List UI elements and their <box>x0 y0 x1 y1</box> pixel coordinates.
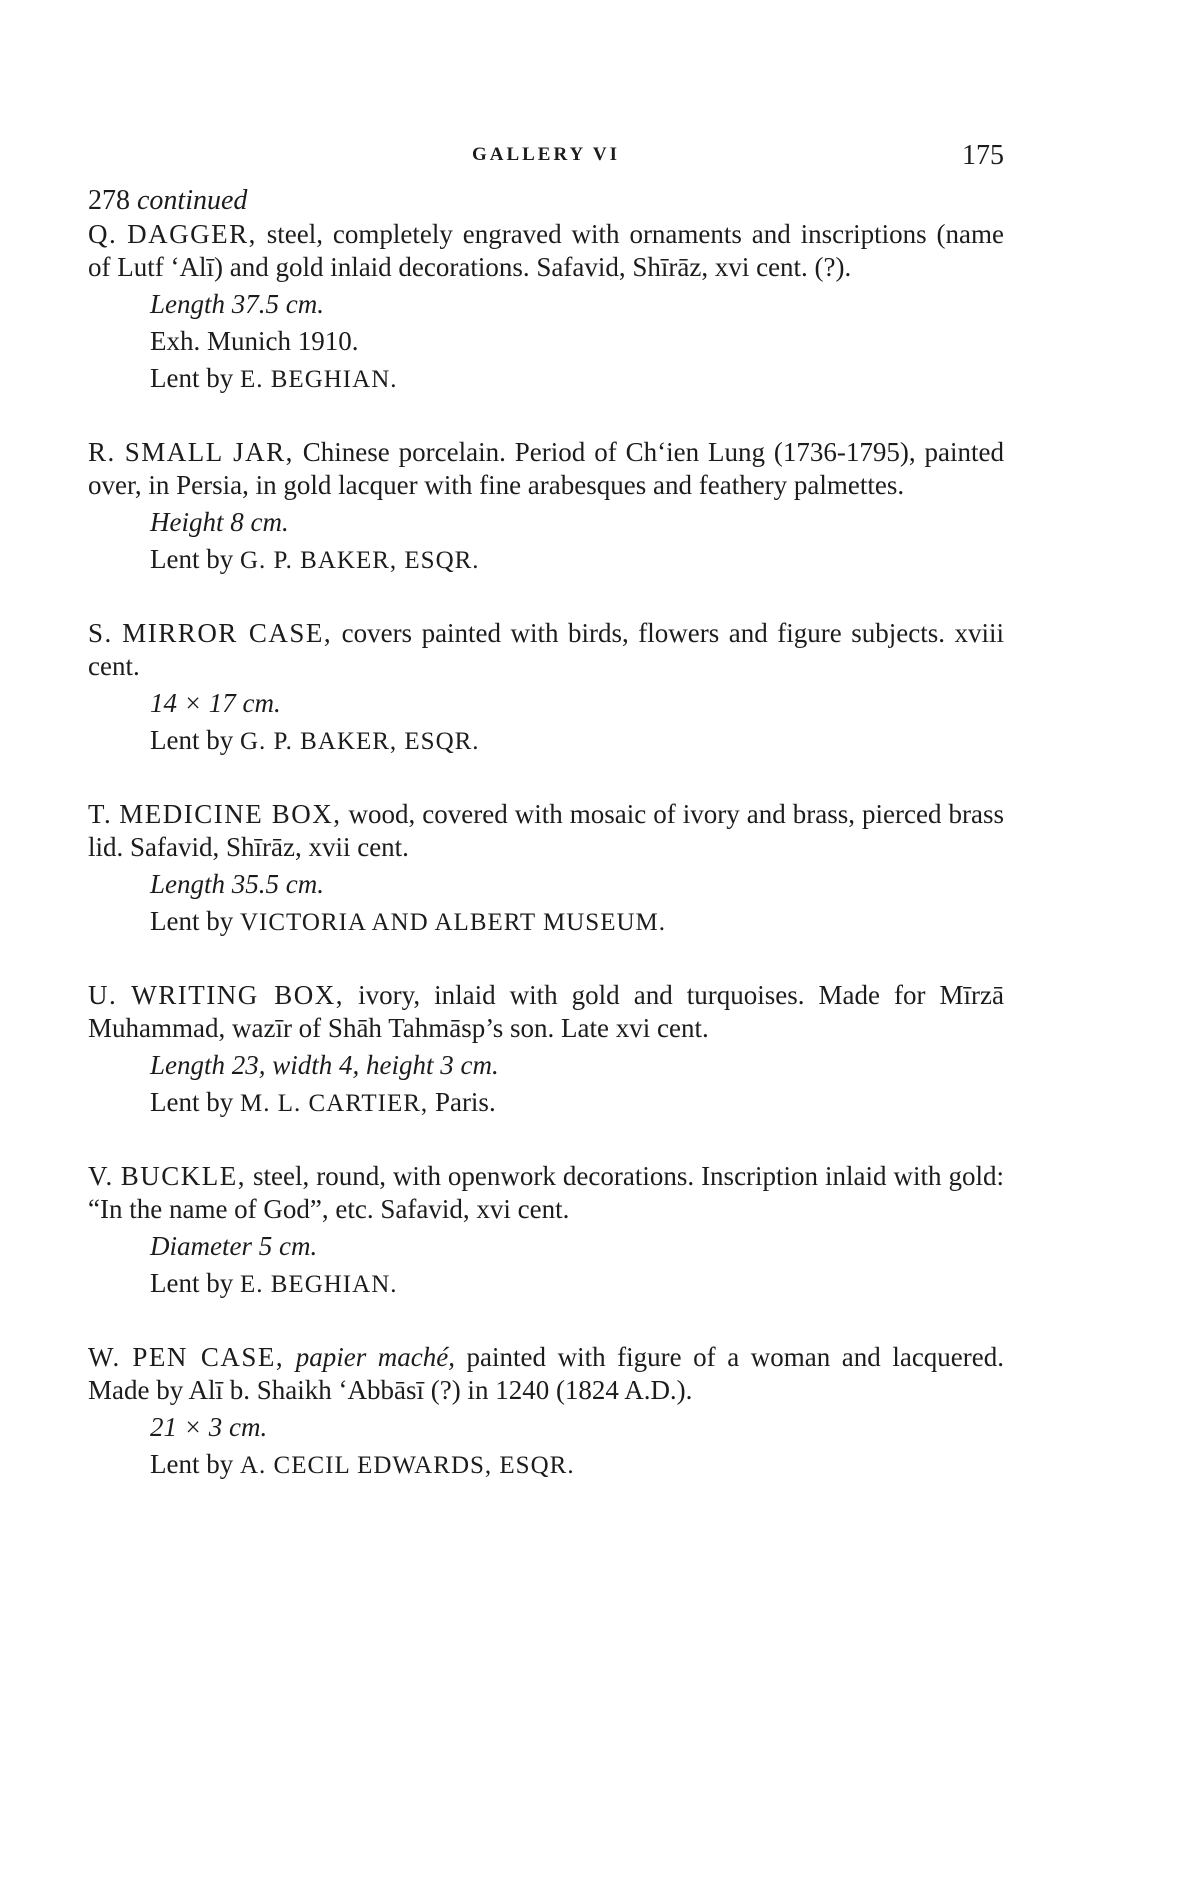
lender-name: VICTORIA AND ALBERT MUSEUM. <box>239 909 666 936</box>
continued-heading <box>88 184 1004 218</box>
entry-text: ivory, inlaid with gold and turquoises. Made for Mīrzā Muhammad, wazīr of Shāh Tahmāsp’s son. Late xvi cent. <box>88 980 1005 1043</box>
entry-lender <box>150 362 1004 396</box>
catalogue-entry-q <box>88 218 1004 396</box>
entry-letter: W. <box>88 1342 121 1372</box>
entry-title: DAGGER, <box>127 219 257 249</box>
lender-name: G. P. BAKER, ESQR. <box>239 728 480 755</box>
lender-name: G. P. BAKER, ESQR. <box>239 547 480 574</box>
entry-title: PEN CASE, <box>132 1342 285 1372</box>
entry-letter: T. <box>88 799 113 829</box>
entry-dimension: Height 8 cm. <box>150 507 289 537</box>
catalogue-entry-t <box>88 798 1004 939</box>
entry-title: SMALL JAR, <box>124 437 294 467</box>
lent-prefix: Lent by <box>150 1087 240 1117</box>
entry-text: Chinese porcelain. Period of Ch‘ien Lung (1736-1795), painted over, in Persia, in gold lacquer with fine arabesques and feathery palmettes. <box>88 437 1004 500</box>
continued-number: 278 <box>88 185 130 216</box>
entry-text: painted with figure of a woman and lacquered. Made by Alī b. Shaikh ‘Abbāsī (?) in 1240 (1824 A.D.). <box>88 1342 1005 1405</box>
entry-title: WRITING BOX, <box>131 980 345 1010</box>
lent-suffix: Paris. <box>428 1087 496 1117</box>
lender-name: A. CECIL EDWARDS, ESQR. <box>239 1452 575 1479</box>
page-content <box>88 184 1004 1522</box>
entry-dimension: Length 37.5 cm. <box>150 289 324 319</box>
entry-dimension: Length 35.5 cm. <box>150 869 324 899</box>
lender-name: M. L. CARTIER, <box>239 1090 429 1117</box>
entry-text: wood, covered with mosaic of ivory and brass, pierced brass lid. Safavid, Shīrāz, xvii cent. <box>88 799 1004 862</box>
entry-dimension: 14 × 17 cm. <box>150 688 281 718</box>
entry-letter: Q. <box>88 219 118 249</box>
entry-text: steel, completely engraved with ornaments and inscriptions (name of Lutf ‘Alī) and gold inlaid decorations. Safavid, Shīrāz, xvi cent. (?). <box>88 219 1004 282</box>
entry-letter: S. <box>88 618 113 648</box>
entry-description <box>88 1341 1004 1407</box>
page-header <box>88 140 1004 174</box>
running-head: GALLERY VI <box>471 144 621 165</box>
entry-description <box>88 617 1004 683</box>
catalogue-entry-w <box>88 1341 1004 1482</box>
lent-prefix: Lent by <box>150 725 240 755</box>
entry-dimension: 21 × 3 cm. <box>150 1412 268 1442</box>
catalogue-entry-u <box>88 979 1004 1120</box>
entry-description <box>88 1160 1004 1226</box>
entry-lender <box>150 905 1004 939</box>
entry-letter: R. <box>88 437 116 467</box>
entry-letter: V. <box>88 1161 114 1191</box>
lent-prefix: Lent by <box>150 1268 240 1298</box>
lent-prefix: Lent by <box>150 1449 240 1479</box>
catalogue-entry-v <box>88 1160 1004 1301</box>
entry-dimension: Length 23, width 4, height 3 cm. <box>150 1050 499 1080</box>
entry-exhibition: Exh. Munich 1910. <box>150 326 359 356</box>
page-number: 175 <box>962 140 1004 171</box>
entry-title: MEDICINE BOX, <box>119 799 342 829</box>
entry-description <box>88 436 1004 502</box>
entry-dimension: Diameter 5 cm. <box>150 1231 318 1261</box>
lent-prefix: Lent by <box>150 544 240 574</box>
entry-text: covers painted with birds, flowers and figure subjects. xviii cent. <box>88 618 1004 681</box>
entry-description <box>88 798 1004 864</box>
lender-name: E. BEGHIAN. <box>239 1271 398 1298</box>
lender-name: E. BEGHIAN. <box>239 366 398 393</box>
entry-lender <box>150 724 1004 758</box>
continued-label: continued <box>137 185 248 216</box>
entry-lender <box>150 1448 1004 1482</box>
catalogue-entry-r <box>88 436 1004 577</box>
entry-title: MIRROR CASE, <box>122 618 333 648</box>
entry-description <box>88 218 1004 284</box>
entry-lender <box>150 543 1004 577</box>
catalogue-entry-s <box>88 617 1004 758</box>
entry-title: BUCKLE, <box>120 1161 247 1191</box>
entry-description <box>88 979 1004 1045</box>
entry-lender <box>150 1086 1004 1120</box>
entry-letter: U. <box>88 980 118 1010</box>
lent-prefix: Lent by <box>150 363 240 393</box>
entry-material: papier maché, <box>284 1342 455 1372</box>
entry-text: steel, round, with openwork decorations. Inscription inlaid with gold: “In the name of God”, etc. Safavid, xvi cent. <box>88 1161 1004 1224</box>
lent-prefix: Lent by <box>150 906 240 936</box>
entry-lender <box>150 1267 1004 1301</box>
